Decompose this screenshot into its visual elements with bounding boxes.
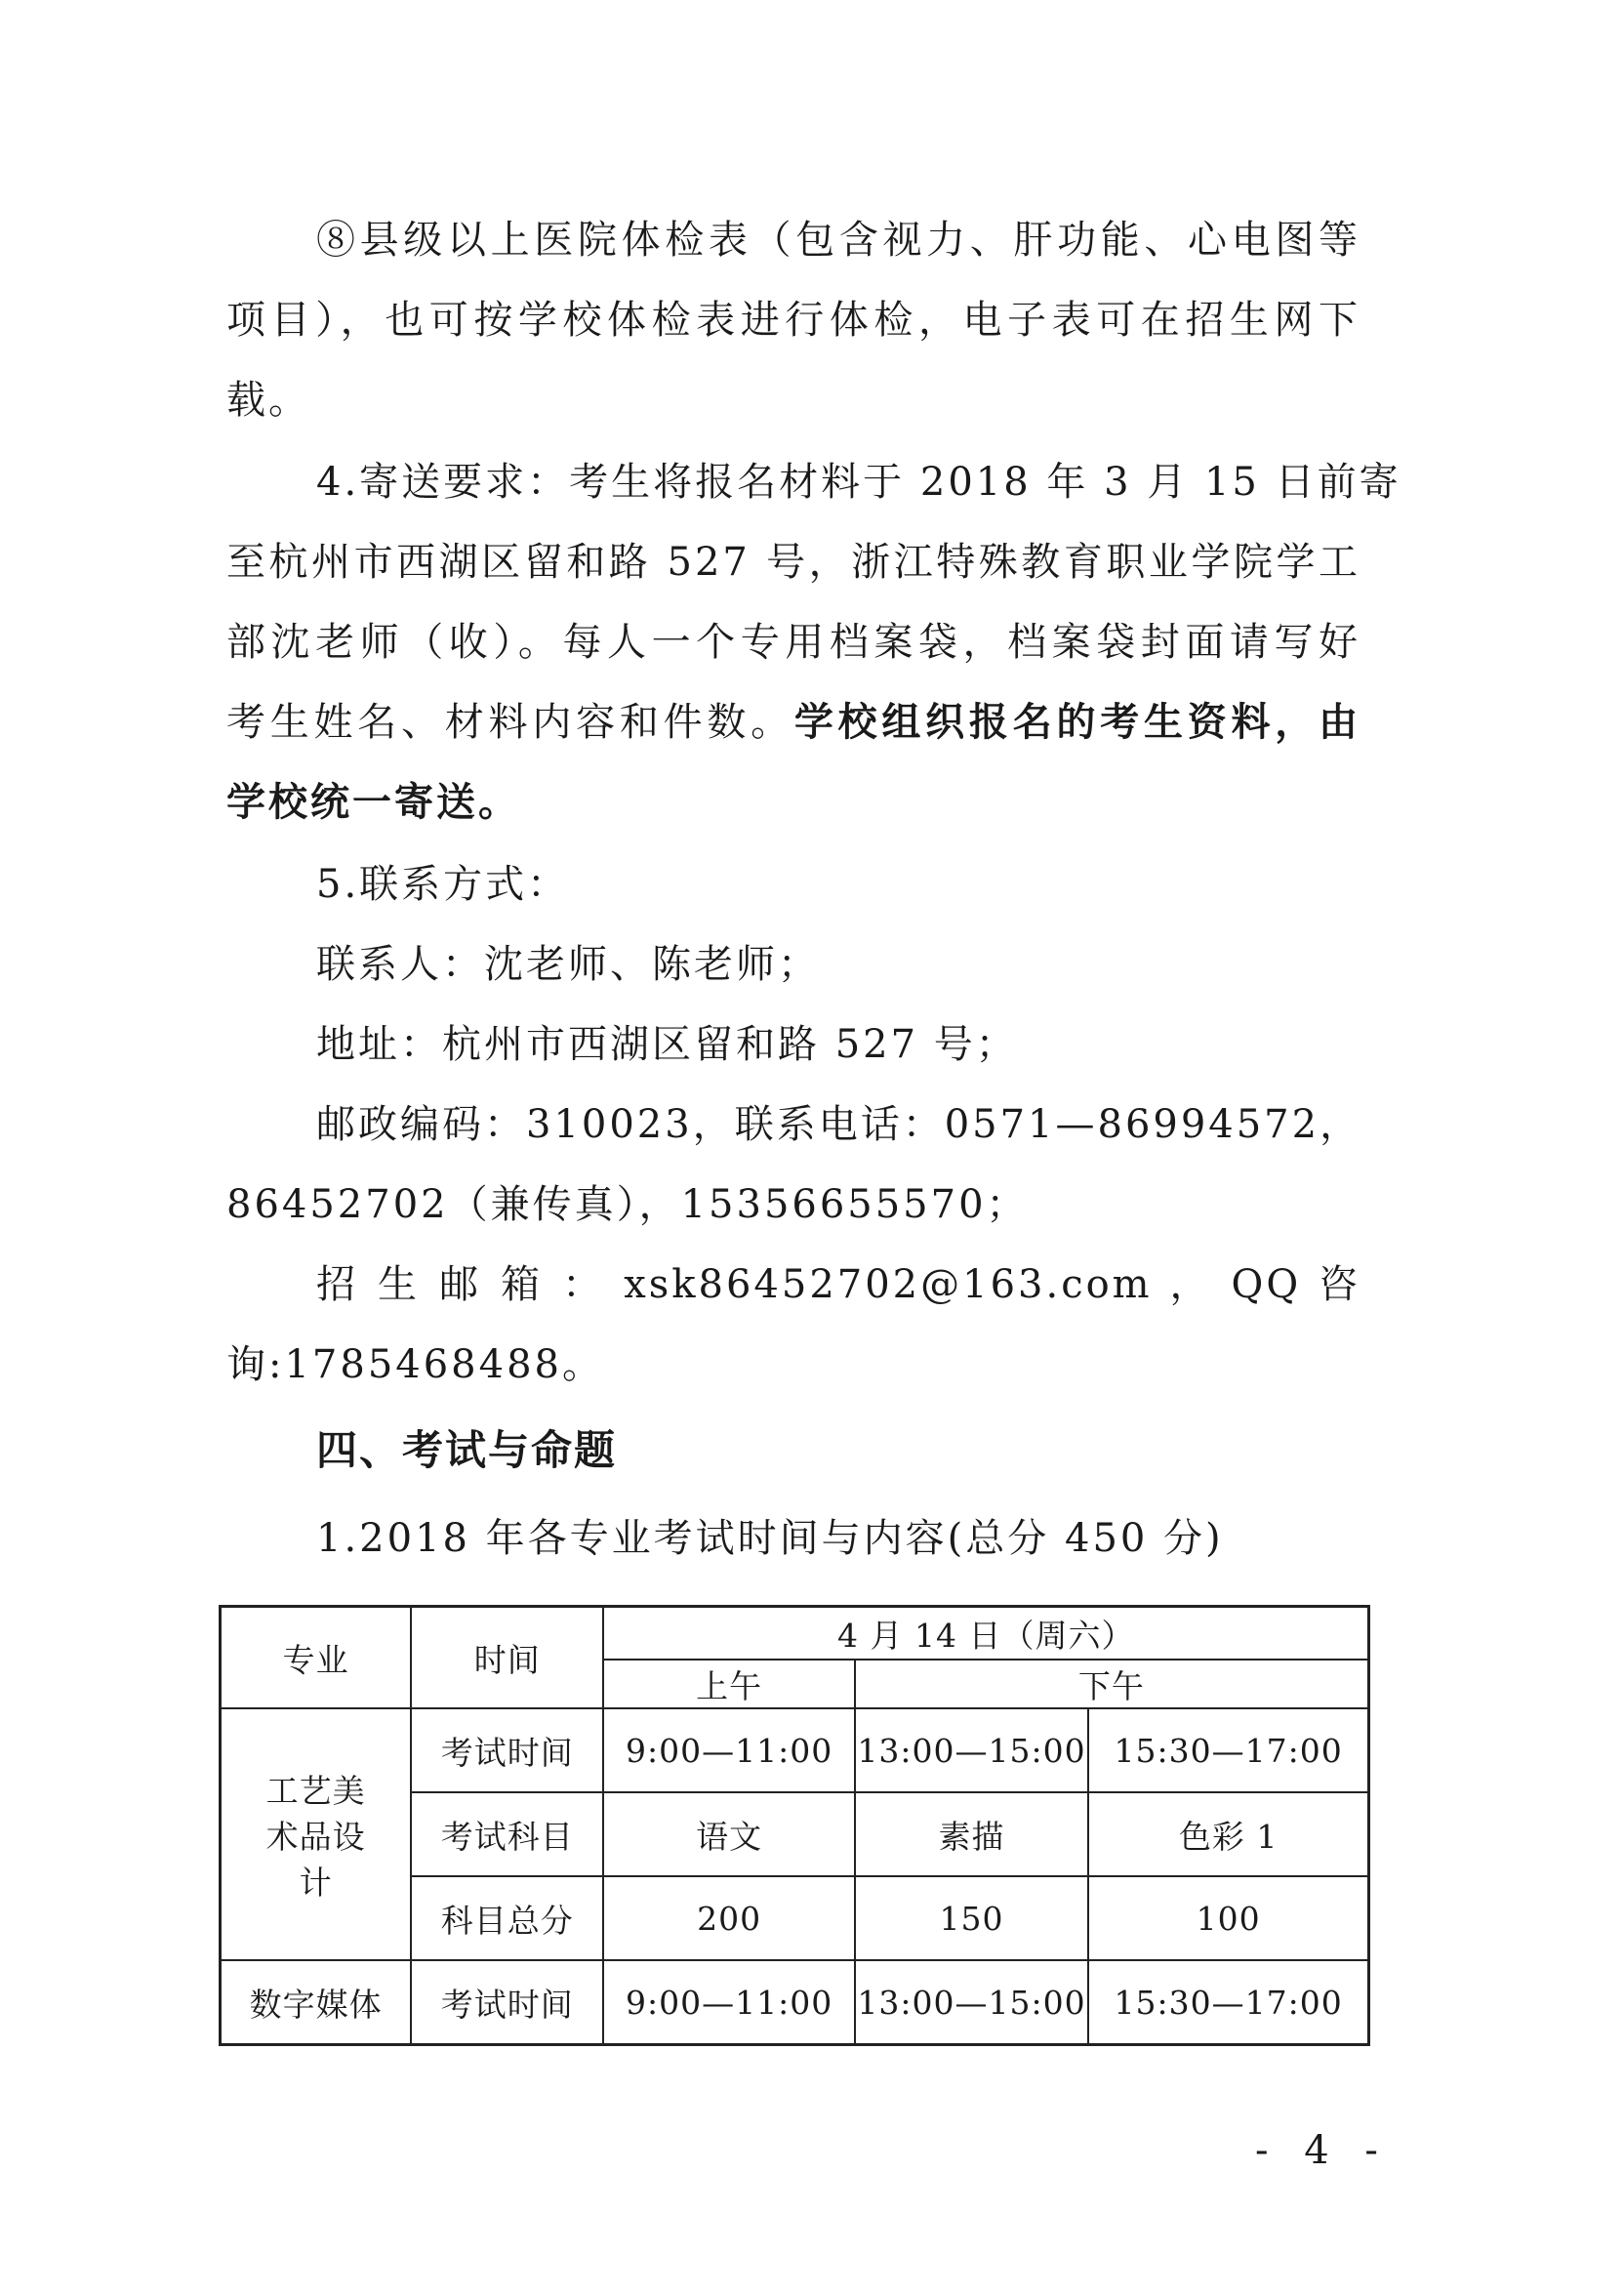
bold-text: 学校统一寄送。 xyxy=(226,779,520,825)
page-number: - 4 - xyxy=(1255,2128,1390,2173)
major-cell: 工艺美术品设计 xyxy=(221,1708,412,1960)
header-time: 时间 xyxy=(411,1607,603,1709)
paragraph-line: ⑧县级以上医院体检表（包含视力、肝功能、心电图等 xyxy=(316,218,1360,263)
contact-email: 招 生 邮 箱 ： xsk86452702@163.com ， QQ 咨 xyxy=(316,1262,1360,1307)
table-cell: 100 xyxy=(1088,1876,1368,1960)
sub-heading: 1.2018 年各专业考试时间与内容(总分 450 分) xyxy=(316,1516,1224,1561)
table-cell: 9:00—11:00 xyxy=(603,1960,854,2045)
header-major: 专业 xyxy=(221,1607,412,1709)
table-cell: 色彩 1 xyxy=(1088,1792,1368,1876)
table-row xyxy=(221,1960,1369,2045)
table-cell: 13:00—15:00 xyxy=(855,1708,1088,1792)
exam-schedule-table xyxy=(219,1605,1370,2046)
row-label: 考试时间 xyxy=(411,1960,603,2045)
contact-qq: 询:1785468488。 xyxy=(226,1342,604,1387)
table-cell: 15:30—17:00 xyxy=(1088,1708,1368,1792)
table-cell: 语文 xyxy=(603,1792,854,1876)
table-cell: 200 xyxy=(603,1876,854,1960)
contact-phone-fax: 86452702（兼传真），15356655570； xyxy=(226,1182,1029,1227)
contact-address: 地址：杭州市西湖区留和路 527 号； xyxy=(316,1022,1018,1067)
paragraph-line: 载。 xyxy=(226,378,310,423)
paragraph-line: 至杭州市西湖区留和路 527 号，浙江特殊教育职业学院学工 xyxy=(226,540,1360,585)
row-label: 考试时间 xyxy=(411,1708,603,1792)
paragraph-line: 项目），也可按学校体检表进行体检，电子表可在招生网下 xyxy=(226,298,1360,343)
table-cell: 15:30—17:00 xyxy=(1088,1960,1368,2045)
table-cell: 13:00—15:00 xyxy=(855,1960,1088,2045)
major-cell: 数字媒体 xyxy=(221,1960,412,2045)
header-date: 4 月 14 日（周六） xyxy=(603,1607,1368,1660)
table-cell: 素描 xyxy=(855,1792,1088,1876)
header-afternoon: 下午 xyxy=(855,1660,1369,1708)
row-label: 考试科目 xyxy=(411,1792,603,1876)
contact-title: 5.联系方式： xyxy=(316,862,570,907)
contact-person: 联系人：沈老师、陈老师； xyxy=(316,942,820,987)
table-cell: 150 xyxy=(855,1876,1088,1960)
table-row xyxy=(221,1708,1369,1792)
section-heading: 四、考试与命题 xyxy=(316,1426,618,1474)
paragraph-line: 部沈老师（收）。每人一个专用档案袋，档案袋封面请写好 xyxy=(226,620,1360,665)
paragraph-line: 4.寄送要求：考生将报名材料于 2018 年 3 月 15 日前寄 xyxy=(316,460,1401,505)
table-cell: 9:00—11:00 xyxy=(603,1708,854,1792)
contact-postal-phone: 邮政编码：310023，联系电话：0571—86994572， xyxy=(316,1102,1362,1147)
normal-text: 考生姓名、材料内容和件数。 xyxy=(226,700,794,745)
header-morning: 上午 xyxy=(603,1660,854,1708)
bold-text: 学校组织报名的考生资料，由 xyxy=(793,699,1361,745)
table-header-row xyxy=(221,1607,1369,1660)
row-label: 科目总分 xyxy=(411,1876,603,1960)
paragraph-line-mixed xyxy=(226,699,1360,746)
